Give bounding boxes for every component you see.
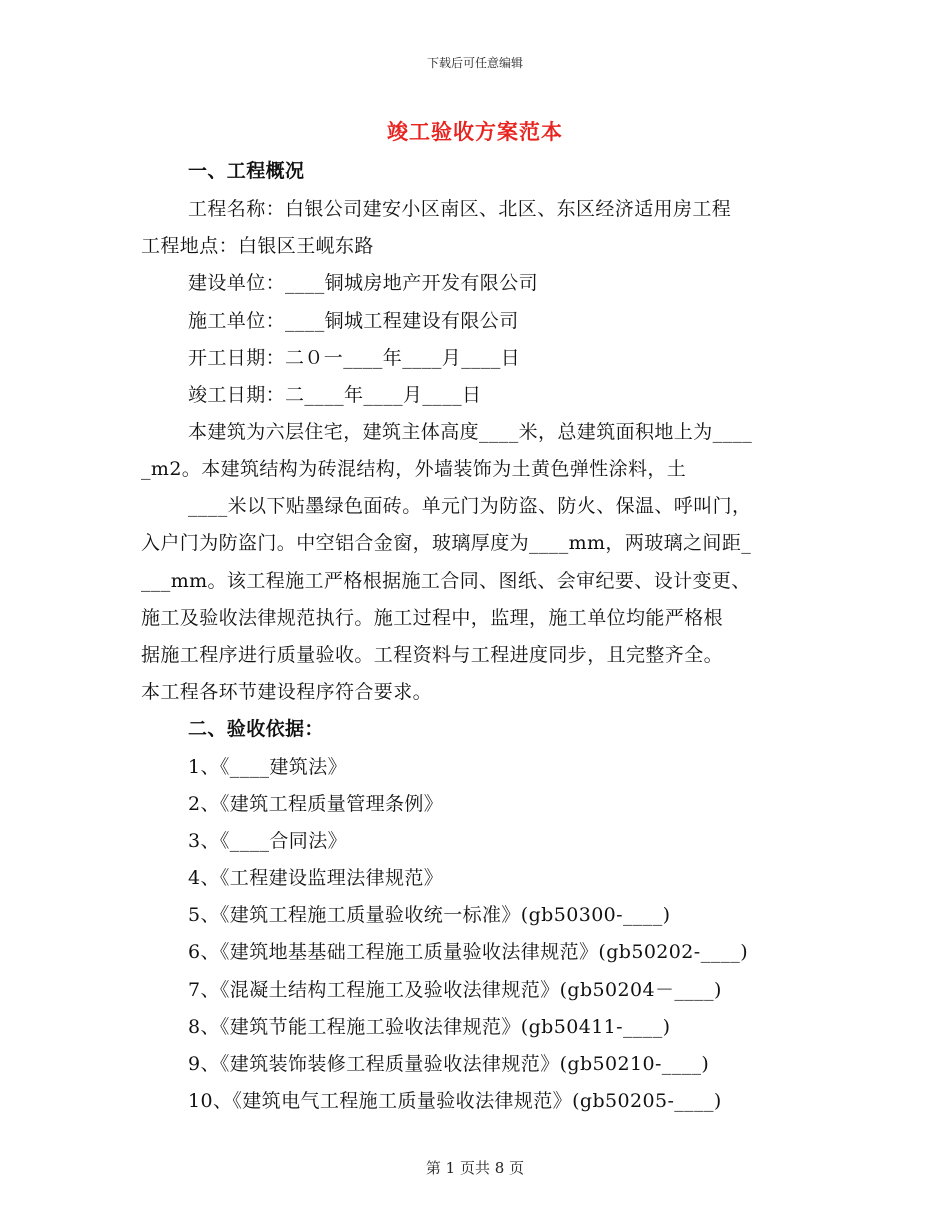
start-date-line: 开工日期：二０一____年____月____日 xyxy=(188,347,521,369)
overview-paragraph-line: 施工及验收法律规范执行。施工过程中，监理，施工单位均能严格根 xyxy=(141,607,724,629)
basis-item: 7、《混凝土结构工程施工及验收法律规范》(gb50204－____) xyxy=(188,979,722,1001)
section-heading-basis: 二、验收依据： xyxy=(188,718,324,740)
basis-item: 2、《建筑工程质量管理条例》 xyxy=(188,793,444,815)
basis-item: 10、《建筑电气工程施工质量验收法律规范》(gb50205-____) xyxy=(188,1090,722,1112)
overview-paragraph-line: 据施工程序进行质量验收。工程资料与工程进度同步，且完整齐全。 xyxy=(141,644,724,666)
page-footer: 第 1 页共 8 页 xyxy=(425,1159,525,1177)
overview-paragraph-line: 本工程各环节建设程序符合要求。 xyxy=(141,681,433,703)
basis-item: 1、《____建筑法》 xyxy=(188,756,347,778)
basis-item: 8、《建筑节能工程施工验收法律规范》(gb50411-____) xyxy=(188,1016,671,1038)
project-name-line: 工程名称：白银公司建安小区南区、北区、东区经济适用房工程 xyxy=(188,198,732,220)
document-title: 竣工验收方案范本 xyxy=(387,119,563,144)
basis-item: 4、《工程建设监理法律规范》 xyxy=(188,867,444,889)
basis-item: 6、《建筑地基基础工程施工质量验收法律规范》(gb50202-____) xyxy=(188,941,749,963)
basis-item: 9、《建筑装饰装修工程质量验收法律规范》(gb50210-____) xyxy=(188,1053,710,1075)
basis-item: 5、《建筑工程施工质量验收统一标准》(gb50300-____) xyxy=(188,904,671,926)
overview-paragraph-line: 本建筑为六层住宅，建筑主体高度____米，总建筑面积地上为____ xyxy=(188,421,753,443)
section-heading-overview: 一、工程概况 xyxy=(188,160,305,182)
construction-unit-line: 建设单位：____铜城房地产开发有限公司 xyxy=(188,272,539,294)
builder-unit-line: 施工单位：____铜城工程建设有限公司 xyxy=(188,310,519,332)
overview-paragraph-line: _m2。本建筑结构为砖混结构，外墙装饰为土黄色弹性涂料，土 xyxy=(141,458,687,480)
project-location-line: 工程地点：白银区王岘东路 xyxy=(141,235,374,257)
overview-paragraph-line: ____米以下贴墨绿色面砖。单元门为防盗、防火、保温、呼叫门， xyxy=(188,495,752,517)
overview-paragraph-line: 入户门为防盗门。中空铝合金窗，玻璃厚度为____mm，两玻璃之间距_ xyxy=(141,532,752,554)
completion-date-line: 竣工日期：二____年____月____日 xyxy=(188,384,482,406)
overview-paragraph-line: ___mm。该工程施工严格根据施工合同、图纸、会审纪要、设计变更、 xyxy=(141,570,751,592)
basis-item: 3、《____合同法》 xyxy=(188,830,347,852)
page-header: 下载后可任意编辑 xyxy=(426,56,523,70)
